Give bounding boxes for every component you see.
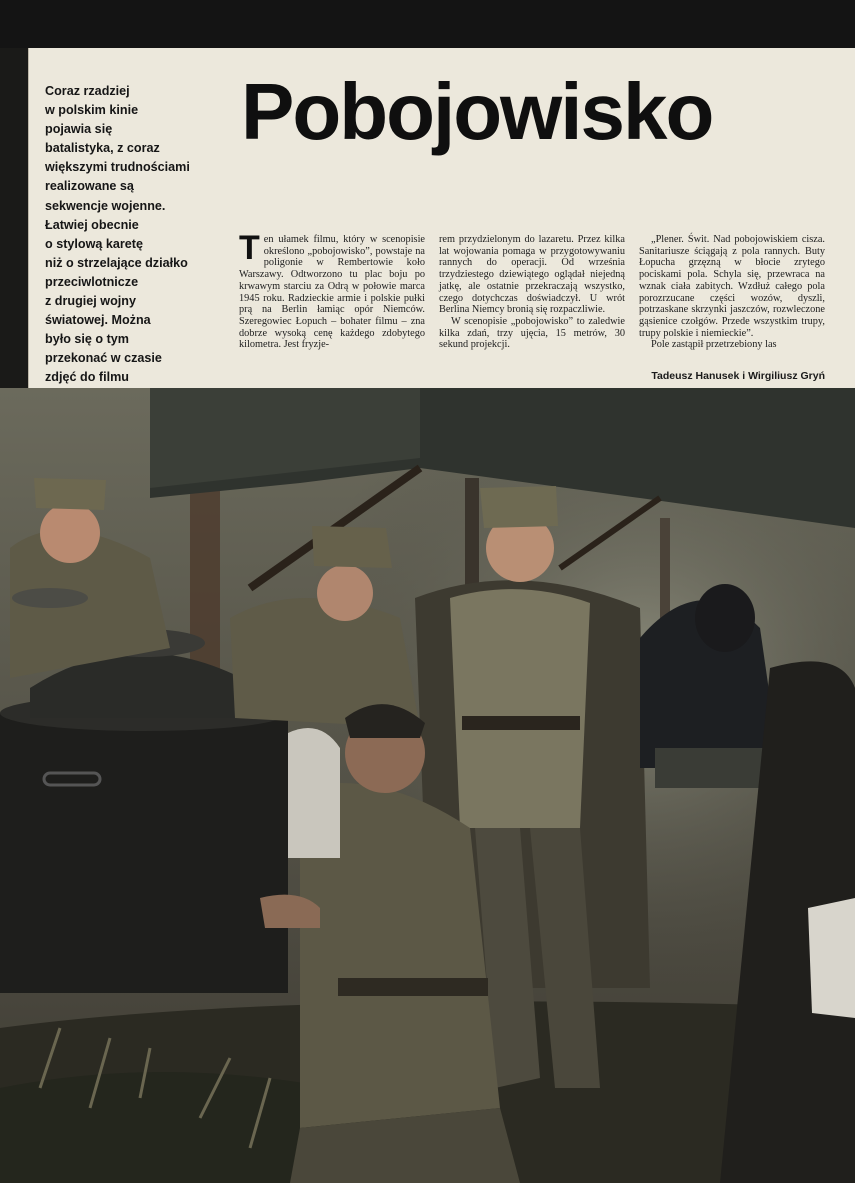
article-sheet (28, 48, 855, 388)
soldiers-field-kitchen-illustration (0, 388, 855, 1183)
column-2-paragraph-1: rem przydzielonym do lazaretu. Przez kilka lat wojowania pomaga w przygotowywaniu rannych do operacji. Od września trzydziestego dziewiątego oglądał niejedną jatkę, ale ostatnie przekraczają wszystko, czego dotychczas doświadczył. U wrót Berlina Niemcy bronią się rozpaczliwie. (439, 234, 625, 316)
column-1-text: en ułamek filmu, który w scenopisie określono „pobojowisko”, powstaje na poligonie w Rembertowie koło Warszawy. Odtworzono tu plac boju po krwawym starciu za Odrą w połowie marca 1945 roku. Radzieckie armie i polskie pułki prą na Berlin łamiąc opór Niemców. Szeregowiec Łopuch – bohater filmu – zna dobrze wysoką cenę każdego zdobytego kilometra. Jest fryzje- (239, 234, 425, 351)
lead-line: w polskim kinie (45, 103, 139, 118)
lead-line: niż o strzelające działko (45, 255, 188, 270)
film-still-photo (0, 388, 855, 1183)
lead-line: realizowane są (45, 179, 134, 194)
lead-line: Łatwiej obecnie (45, 217, 139, 232)
body-column-1 (239, 229, 425, 351)
drop-cap: T (239, 229, 260, 267)
lead-line: o stylową karetę (45, 236, 143, 251)
lead-line: było się o tym (45, 332, 129, 347)
lead-line: zdjęć do filmu (45, 370, 129, 385)
column-3-paragraph-1: „Plener. Świt. Nad pobojowiskiem cisza. Sanitariusze ściągają z pola rannych. Buty Łopucha grzęzną w błocie zrytego pociskami pola. Schyla się, przewraca na wznak ciała zabitych. Wzdłuż całego pola porozrzucane części wozów, dyszli, potrzaskane skrzynki jaszczów, rozwleczone gąsienice czołgów. Przede wszystkim trupy, trupy polskie i niemieckie”. (639, 234, 825, 339)
lead-line: pojawia się (45, 122, 113, 137)
headline: Pobojowisko (241, 67, 713, 156)
body-column-2 (439, 234, 625, 351)
body-column-3 (639, 234, 825, 351)
column-3-paragraph-2: Pole zastąpił przetrzebiony las (651, 339, 777, 351)
lead-paragraph (45, 82, 215, 426)
lead-line: większymi trudnościami (45, 160, 190, 175)
lead-line: przekonać w czasie (45, 351, 162, 366)
lead-line: światowej. Można (45, 313, 151, 328)
column-2-paragraph-2: W scenopisie „pobojowisko” to zaledwie kilka zdań, trzy ujęcia, 15 metrów, 30 sekund projekcji. (439, 315, 625, 351)
page-top-border (0, 0, 855, 48)
lead-line: sekwencje wojenne. (45, 198, 166, 213)
lead-line: batalistyka, z coraz (45, 141, 160, 156)
lead-line: z drugiej wojny (45, 294, 136, 309)
lead-line: Coraz rzadziej (45, 84, 130, 98)
lead-line: przeciwlotnicze (45, 274, 139, 289)
byline: Tadeusz Hanusek i Wirgiliusz Gryń (651, 370, 825, 382)
